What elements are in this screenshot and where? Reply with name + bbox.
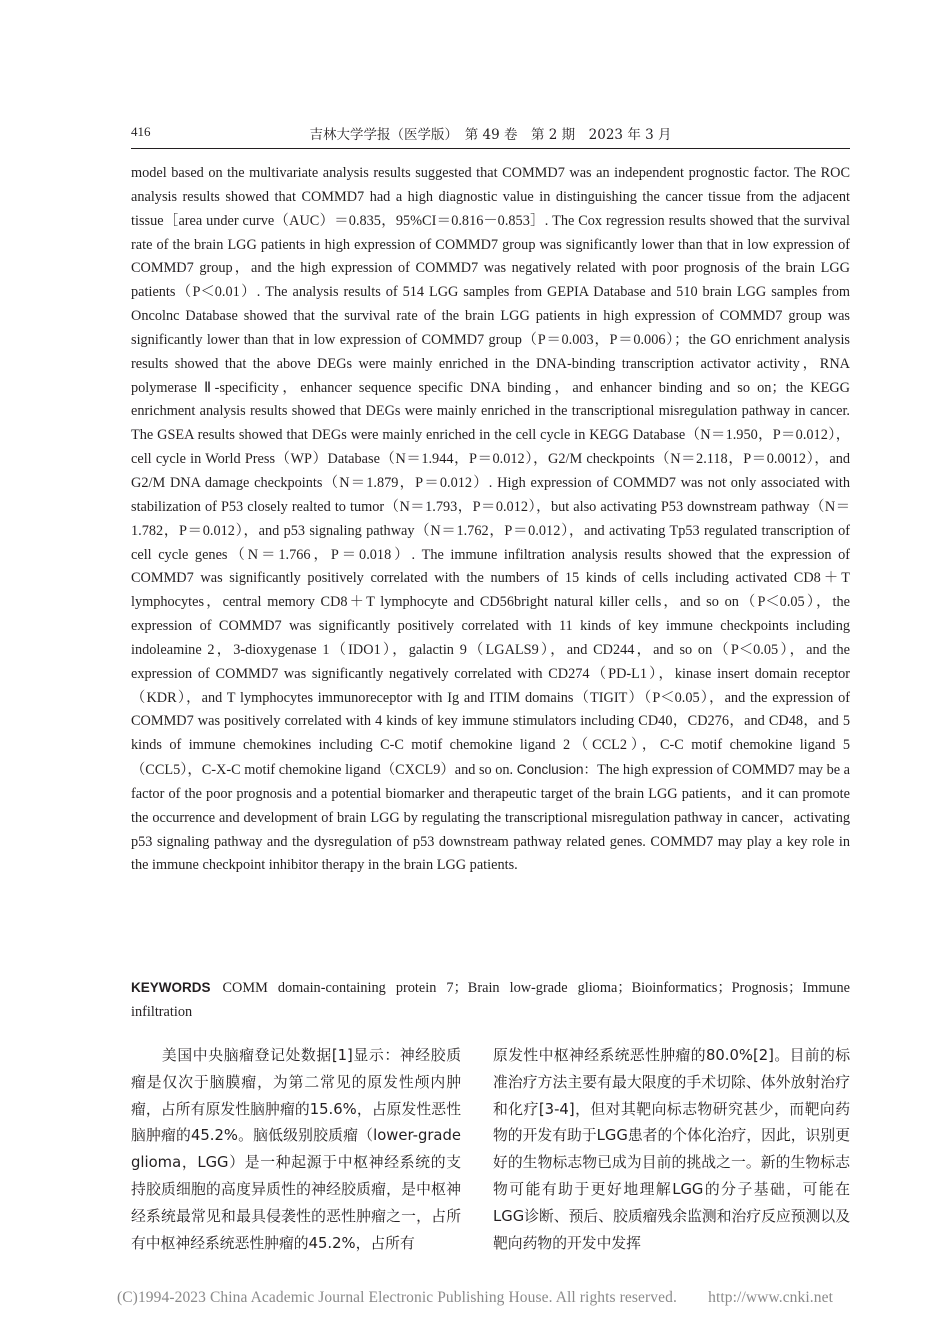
journal-title: 吉林大学学报（医学版） 第 49 卷 第 2 期 2023 年 3 月 [309, 127, 672, 143]
page-number: 416 [131, 124, 151, 139]
english-abstract [131, 162, 850, 878]
conclusion-text: The high expression of COMMD7 may be a factor of the poor prognosis and a potential biomarker and therapeutic target of the brain LGG patients，and it can promote the occurrence and development of brain LGG by regulating the transcriptional misregulation pathway in cancer，activating p53 signaling pathway and the dysregulation of p53 downstream pathway related genes. COMMD7 may play a key role in the immune checkpoint inhibitor therapy in the brain LGG patients. [131, 762, 851, 874]
keywords-block [131, 976, 850, 1024]
body-right-column [493, 1043, 850, 1257]
copyright-footer: (C)1994-2023 China Academic Journal Electronic Publishing House. All rights reserved. http://www.cnki.net [116, 1289, 834, 1306]
running-header [131, 120, 850, 149]
keywords-label: KEYWORDS [131, 980, 211, 995]
intro-paragraph-left: 美国中央脑瘤登记处数据[1]显示：神经胶质瘤是仅次于脑膜瘤，为第二常见的原发性颅内肿瘤，占所有原发性脑肿瘤的15.6%，占原发性恶性脑肿瘤的45.2%。脑低级别胶质瘤（lower-grade glioma，LGG）是一种起源于中枢神经系统的支持胶质细胞的高度异质性的神经胶质瘤，是中枢神经系统最常见和最具侵袭性的恶性肿瘤之一，占所有中枢神经系统恶性肿瘤的45.2%，占所有 [131, 1047, 461, 1252]
body-left-column [131, 1043, 461, 1257]
abstract-paragraph [131, 162, 850, 878]
keywords-text: COMM domain-containing protein 7；Brain low-grade glioma；Bioinformatics；Prognosis；Immune infiltration [131, 980, 850, 1020]
abstract-results-text: model based on the multivariate analysis results suggested that COMMD7 was an independent prognostic factor. The ROC analysis results showed that COMMD7 had a high diagnostic value in distinguishing the cancer tissue from the adjacent tissue［area under curve（AUC）＝0.835，95%CI＝0.816－0.853］. The Cox regression results showed that the survival rate of the brain LGG patients in high expression of COMMD7 group was significantly lower than that in low expression of COMMD7 group，and the high expression of COMMD7 was negatively related with poor prognosis of the brain LGG patients（P＜0.01）. The analysis results of 514 LGG samples from GEPIA Database and 510 brain LGG samples from Oncolnc Database showed that the survival rate of the brain LGG patients in high expression of COMMD7 group was significantly lower than that in low expression of COMMD7 group（P＝0.003，P＝0.006）；the GO enrichment analysis results showed that the above DEGs were mainly enriched in the DNA-binding transcription activator activity，RNA polymerase Ⅱ-specificity，enhancer sequence specific DNA binding，and enhancer binding and so on；the KEGG enrichment analysis results showed that DEGs were mainly enriched in the transcriptional misregulation pathway in cancer. The GSEA results showed that DEGs were mainly enriched in the cell cycle in KEGG Database（N＝1.950，P＝0.012），cell cycle in World Press（WP）Database（N＝1.944，P＝0.012），G2/M checkpoints（N＝2.118，P＝0.0012），and G2/M DNA damage checkpoints（N＝1.879，P＝0.012）. High expression of COMMD7 was not only associated with stabilization of P53 closely realted to tumor（N＝1.793，P＝0.012），but also activating P53 downstream pathway（N＝1.782，P＝0.012），and p53 signaling pathway（N＝1.762，P＝0.012），and activating Tp53 regulated transcription of cell cycle genes（N＝1.766，P＝0.018）. The immune infiltration analysis results showed that the expression of COMMD7 was significantly positively correlated with the numbers of 15 kinds of cells including activated CD8＋T lymphocytes，central memory CD8＋T lymphocyte and CD56bright natural killer cells，and so on（P＜0.05），the expression of COMMD7 was significantly positively correlated with 11 kinds of key immune checkpoints including indoleamine 2，3-dioxygenase 1（IDO1），galactin 9（LGALS9），and CD244，and so on（P＜0.05），and the expression of COMMD7 was significantly negatively correlated with CD274（PD-L1），kinase insert domain receptor（KDR），and T lymphocytes immunoreceptor with Ig and ITIM domains（TIGIT）（P＜0.05），and the expression of COMMD7 was positively correlated with 4 kinds of key immune stimulators including CD40，CD276，and CD48，and 5 kinds of immune chemokines including C-C motif chemokine ligand 2（CCL2），C-C motif chemokine ligand 5（CCL5），C-X-C motif chemokine ligand（CXCL9）and so on. [131, 165, 850, 779]
intro-paragraph-right: 原发性中枢神经系统恶性肿瘤的80.0%[2]。目前的标准治疗方法主要有最大限度的手术切除、体外放射治疗和化疗[3-4]，但对其靶向标志物研究甚少，而靶向药物的开发有助于LGG患者的个体化治疗，因此，识别更好的生物标志物已成为目前的挑战之一。新的生物标志物可能有助于更好地理解LGG的分子基础，可能在LGG诊断、预后、胶质瘤残余监测和治疗反应预测以及靶向药物的开发中发挥 [493, 1047, 850, 1252]
conclusion-label: Conclusion： [516, 762, 598, 778]
